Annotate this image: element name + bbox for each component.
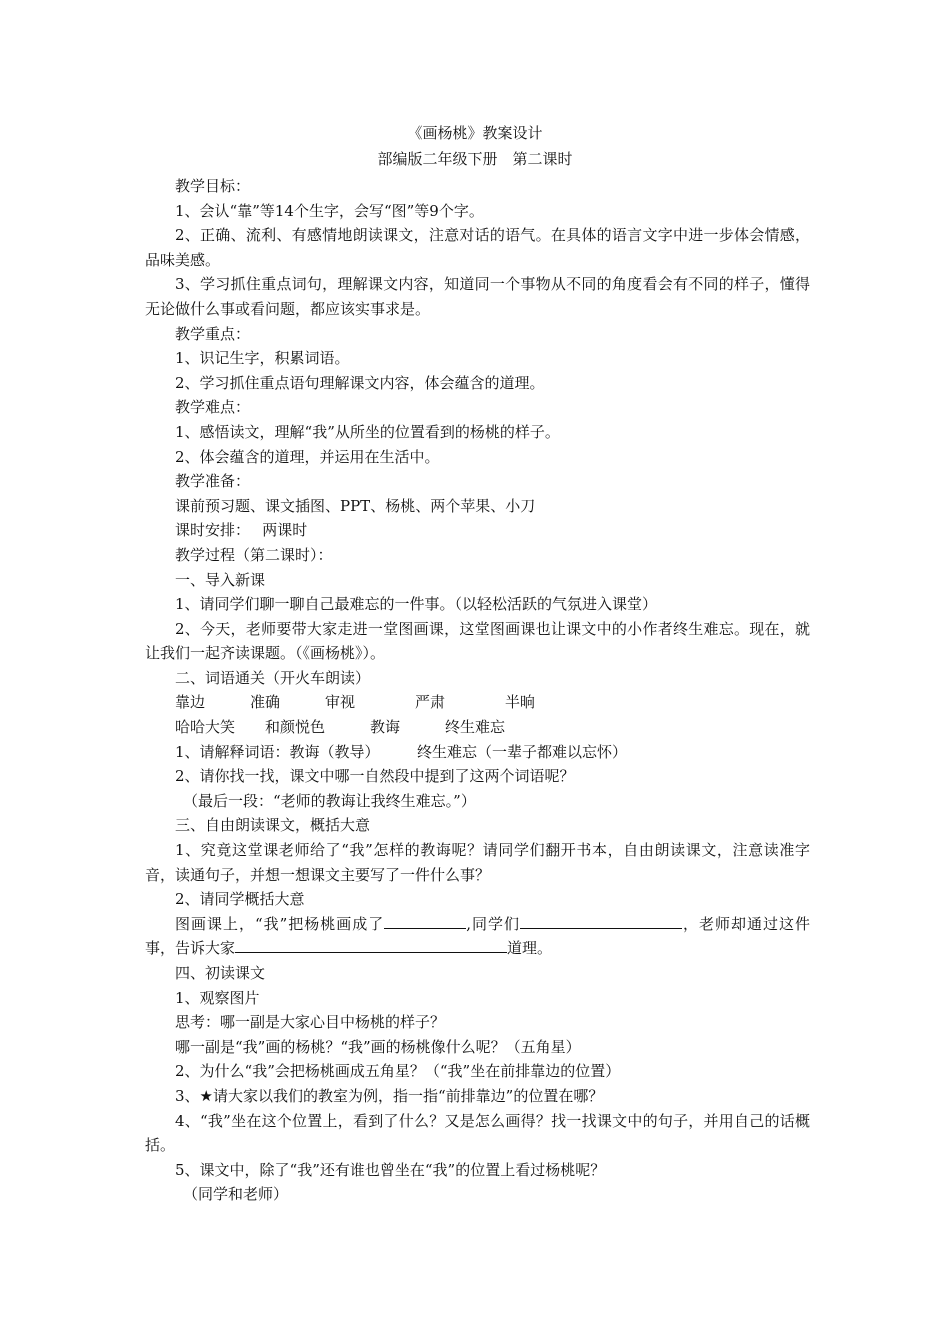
- step-4-answer: （同学和老师）: [183, 1185, 289, 1204]
- step-heading-3: 三、自由朗读课文，概括大意: [175, 816, 371, 835]
- step-2-item-1: 1、请解释词语：教诲（教导） 终生难忘（一辈子都难以忘怀）: [175, 742, 628, 761]
- step-heading-1: 一、导入新课: [175, 570, 266, 589]
- step-heading-4: 四、初读课文: [175, 964, 266, 982]
- section-heading-key-points: 教学重点：: [175, 324, 251, 343]
- document-title: 《画杨桃》教案设计: [407, 124, 543, 142]
- schedule: 课时安排： 两课时: [175, 521, 308, 540]
- step-4-question: 哪一副是“我”画的杨桃？“我”画的杨桃像什么呢？（五角星）: [175, 1037, 581, 1056]
- blank-1: [384, 914, 466, 929]
- step-4-item-3: [145, 1084, 810, 1109]
- vocab-row-2: 哈哈大笑 和颜悦色 教诲 终生难忘: [175, 718, 506, 737]
- difficulty-2: 2、体会蕴含的道理，并运用在生活中。: [175, 447, 440, 466]
- fill-text-d: 道理。: [507, 939, 553, 958]
- step-2-answer: （最后一段：“老师的教诲让我终生难忘。”）: [183, 791, 476, 810]
- step-4-item-4: 4、“我”坐在这个位置上，看到了什么？又是怎么画得？找一找课文中的句子，并用自己的话概括。: [145, 1111, 810, 1155]
- section-heading-objectives: 教学目标：: [175, 177, 251, 195]
- blank-3: [235, 938, 507, 953]
- objective-3: 3、学习抓住重点词句，理解课文内容，知道同一个事物从不同的角度看会有不同的样子，懂得无论做什么事或看问题，都应该实事求是。: [145, 275, 810, 318]
- blank-2: [520, 914, 682, 929]
- difficulty-1: 1、感悟读文，理解“我”从所坐的位置看到的杨桃的样子。: [175, 422, 560, 441]
- step-4-item-5: 5、课文中，除了“我”还有谁也曾坐在“我”的位置上看过杨桃呢？: [175, 1160, 606, 1179]
- step-4-item-1: 1、观察图片: [175, 988, 260, 1007]
- step-3-item-2: 2、请同学概括大意: [175, 890, 305, 909]
- item-3-text: 请大家以我们的教室为例，指一指“前排靠边”的位置在哪？: [213, 1086, 604, 1105]
- section-heading-preparation: 教学准备：: [175, 472, 251, 491]
- step-2-item-2: 2、请你找一找，课文中哪一自然段中提到了这两个词语呢？: [175, 767, 575, 786]
- step-4-item-2: 2、为什么“我”会把杨桃画成五角星？（“我”坐在前排靠边的位置）: [175, 1062, 621, 1081]
- step-1-item-2: 2、今天，老师要带大家走进一堂图画课，这堂图画课也让课文中的小作者终生难忘。现在，就让我们一起齐读课题。（《画杨桃》）。: [145, 619, 810, 663]
- fill-text-a: 图画课上，“我”把杨桃画成了: [175, 914, 385, 933]
- section-heading-process: 教学过程（第二课时）：: [175, 545, 333, 564]
- step-4-think: 思考：哪一副是大家心目中杨桃的样子？: [175, 1013, 446, 1032]
- step-heading-2: 二、词语通关（开火车朗读）: [175, 668, 371, 687]
- fill-in-blank-paragraph: [145, 912, 810, 961]
- item-3-number: 3、: [175, 1086, 200, 1105]
- fill-text-b: ,同学们: [466, 914, 521, 933]
- key-point-1: 1、识记生字，积累词语。: [175, 349, 350, 368]
- preparation-list: 课前预习题、课文插图、PPT、杨桃、两个苹果、小刀: [175, 496, 536, 515]
- step-3-item-1: 1、究竟这堂课老师给了“我”怎样的教诲呢？请同学们翻开书本，自由朗读课文，注意读准字音，读通句子，并想一想课文主要写了一件什么事？: [145, 841, 810, 884]
- title-block: [0, 120, 950, 172]
- document-subtitle: 部编版二年级下册 第二课时: [377, 150, 573, 168]
- section-heading-difficulties: 教学难点：: [175, 398, 251, 417]
- fill-text-c: ，老师却通过这件事，告诉大家: [145, 914, 810, 958]
- objective-1: 1、会认“靠”等14个生字，会写“图”等9个字。: [175, 201, 484, 220]
- objective-2: 2、正确、流利、有感情地朗读课文，注意对话的语气。在具体的语言文字中进一步体会情感，品味美感。: [145, 226, 810, 269]
- step-1-item-1: 1、请同学们聊一聊自己最难忘的一件事。（以轻松活跃的气氛进入课堂）: [175, 595, 658, 614]
- key-point-2: 2、学习抓住重点语句理解课文内容，体会蕴含的道理。: [175, 373, 545, 392]
- document-body: [145, 174, 810, 1207]
- star-icon: ★: [199, 1086, 213, 1105]
- vocab-row-1: 靠边 准确 审视 严肃 半晌: [175, 693, 536, 712]
